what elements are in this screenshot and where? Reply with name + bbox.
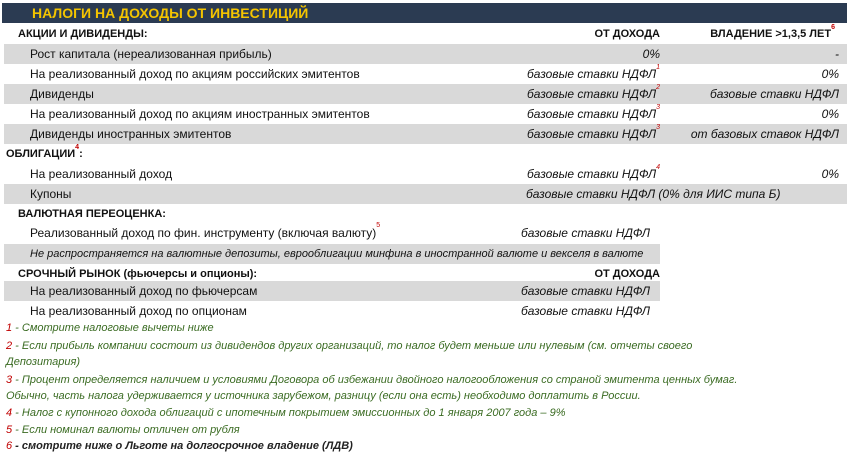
- column-header-income: ОТ ДОХОДА: [594, 268, 660, 280]
- income-value: базовые ставки НДФЛ: [520, 304, 650, 318]
- footnote-3-cont: Обычно, часть налога удерживается у источника зарубежом, разницу (если она есть) необходимо доплатить в России.: [6, 390, 641, 402]
- footnote-5: 5 - Если номинал валюты отличен от рубля: [6, 424, 240, 436]
- section-header-currency: [4, 204, 660, 224]
- footnote-1: 1 - Смотрите налоговые вычеты ниже: [6, 322, 214, 334]
- footnote-4: 4 - Налог с купонного дохода облигаций с ипотечным покрытием эмиссионных до 1 января 2007 года – 9%: [6, 407, 566, 419]
- income-value: 0%: [642, 47, 660, 61]
- column-header-income: ОТ ДОХОДА: [594, 28, 660, 40]
- footnote-6: 6 - смотрите ниже о Льготе на долгосрочное владение (ЛДВ): [6, 440, 353, 452]
- holding-value: -: [835, 47, 839, 61]
- section-title: ОБЛИГАЦИИ$^4$:: [6, 144, 83, 160]
- footnote-2: 2 - Если прибыль компании состоит из дивидендов других организаций, то налог будет меньше или нулевым (см. отчеты своего: [6, 340, 693, 352]
- holding-value: 0%: [821, 67, 839, 81]
- section-title: ВАЛЮТНАЯ ПЕРЕОЦЕНКА:: [18, 208, 166, 220]
- income-value: базовые ставки НДФЛ: [520, 226, 650, 240]
- table-row: [4, 222, 660, 244]
- holding-value: базовые ставки НДФЛ: [709, 87, 839, 101]
- table-row: На реализованный доход по акциям российских эмитентов базовые ставки НДФЛ$^1$ 0%: [4, 64, 847, 84]
- holding-value: 0%: [821, 167, 839, 181]
- holding-value: 0%: [821, 107, 839, 121]
- table-row: Дивиденды иностранных эмитентов базовые ставки НДФЛ$^3$ от базовых ставок НДФЛ: [4, 124, 847, 144]
- section-header-bonds: [4, 144, 660, 164]
- income-value: базовые ставки НДФЛ$^4$: [527, 164, 660, 181]
- table-row: Рост капитала (нереализованная прибыль) 0% -: [4, 44, 847, 64]
- table-row: Купоны базовые ставки НДФЛ (0% для ИИС типа Б): [4, 184, 847, 204]
- holding-value: от базовых ставок НДФЛ: [690, 127, 839, 141]
- income-value: базовые ставки НДФЛ: [520, 284, 650, 298]
- table-row: На реализованный доход по опционам базовые ставки НДФЛ: [4, 301, 660, 321]
- section-title: СРОЧНЫЙ РЫНОК (фьючерсы и опционы):: [18, 268, 258, 280]
- table-row-note: Не распространяется на валютные депозиты, еврооблигации минфина в иностранной валюте и векселя в валюте: [4, 244, 660, 264]
- row-label: Реализованный доход по фин. инструменту (включая валюту)$^5$: [30, 222, 381, 240]
- column-header-holding: ВЛАДЕНИЕ >1,3,5 ЛЕТ$^6$: [710, 24, 835, 40]
- table-title-bar: [2, 3, 847, 23]
- table-row: Дивиденды базовые ставки НДФЛ$^2$ базовые ставки НДФЛ: [4, 84, 847, 104]
- footnote-2-cont: Депозитария): [6, 356, 81, 368]
- income-value: базовые ставки НДФЛ$^3$: [527, 124, 660, 141]
- table-row: На реализованный доход базовые ставки НДФЛ$^4$ 0%: [4, 164, 847, 184]
- footnote-3: 3 - Процент определяется наличием и условиями Договора об избежании двойного налогообложения со страной эмитента ценных бумаг.: [6, 374, 738, 386]
- income-value: базовые ставки НДФЛ$^1$: [527, 64, 660, 81]
- column-header-holding-cell: [660, 24, 843, 44]
- page-title: НАЛОГИ НА ДОХОДЫ ОТ ИНВЕСТИЦИЙ: [32, 5, 309, 21]
- section-title: АКЦИИ И ДИВИДЕНДЫ:: [18, 28, 148, 40]
- table-row: На реализованный доход по акциям иностранных эмитентов базовые ставки НДФЛ$^3$ 0%: [4, 104, 847, 124]
- income-value: базовые ставки НДФЛ (0% для ИИС типа Б): [526, 187, 781, 201]
- income-value: базовые ставки НДФЛ$^3$: [527, 104, 660, 121]
- table-row: На реализованный доход по фьючерсам базовые ставки НДФЛ: [4, 281, 660, 301]
- income-value: базовые ставки НДФЛ$^2$: [527, 84, 660, 101]
- section-header-stocks: [4, 24, 660, 44]
